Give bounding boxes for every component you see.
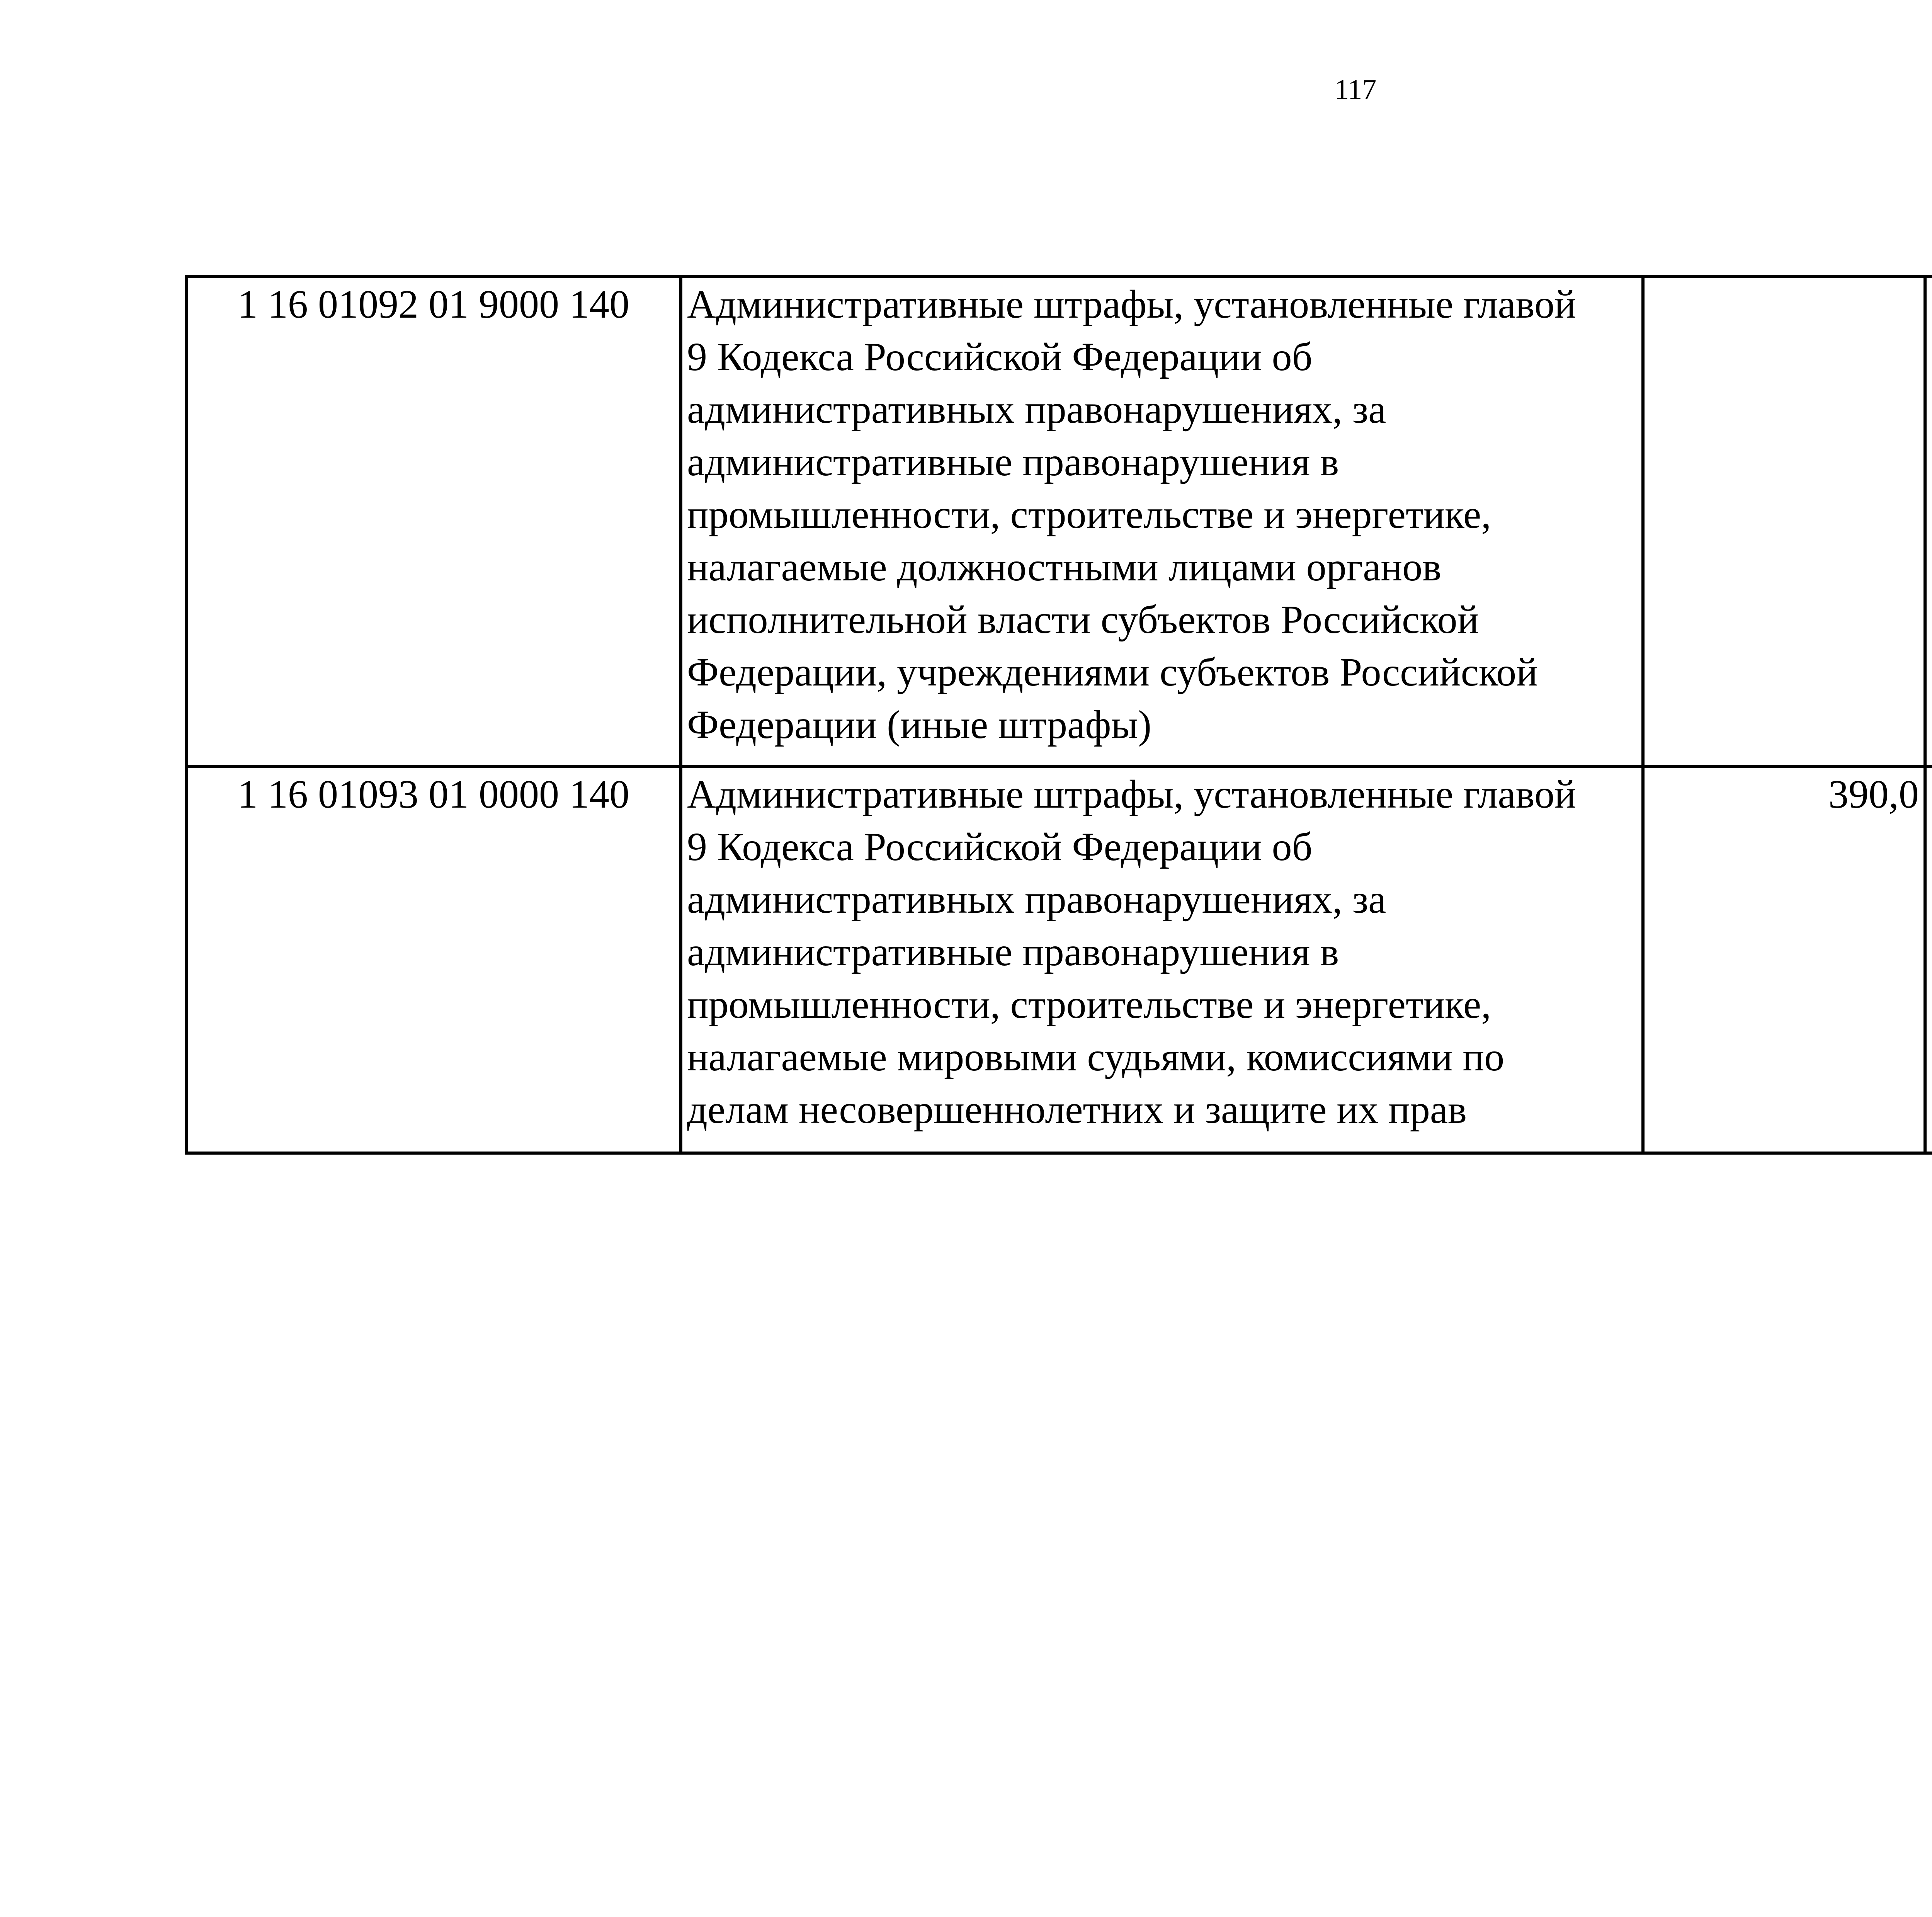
description-line: исполнительной власти субъектов Российской [687,597,1479,642]
description-line: налагаемые мировыми судьями, комиссиями по [687,1035,1505,1079]
amount-cell-2 [1925,767,1932,1153]
description-line: административных правонарушениях, за [687,877,1386,922]
description-line: промышленности, строительстве и энергетике, [687,982,1492,1027]
description-line: 9 Кодекса Российской Федерации об [687,825,1313,869]
amount-cell-1: 390,0 [1643,767,1925,1153]
description-line: делам несовершеннолетних и защите их прав [687,1087,1467,1132]
revenue-table [185,275,1932,1155]
revenue-code-cell: 1 16 01092 01 9000 140 [186,277,681,767]
page-number: 117 [1334,74,1377,105]
description-line: административные правонарушения в [687,440,1339,484]
description-line: административных правонарушениях, за [687,387,1386,432]
amount-cell-2 [1925,277,1932,767]
revenue-code-cell: 1 16 01093 01 0000 140 [186,767,681,1153]
amount-cell-1 [1643,277,1925,767]
table-row [186,767,1932,1153]
description-line: промышленности, строительстве и энергетике, [687,492,1492,537]
description-line: административные правонарушения в [687,930,1339,974]
description-cell [681,277,1643,767]
description-line: Федерации (иные штрафы) [687,703,1151,747]
description-line: 9 Кодекса Российской Федерации об [687,335,1313,379]
description-cell [681,767,1643,1153]
description-line: Административные штрафы, установленные главой [687,772,1576,816]
description-line: Федерации, учреждениями субъектов Российской [687,650,1538,694]
table-row [186,277,1932,767]
description-line: Административные штрафы, установленные главой [687,282,1576,327]
description-line: налагаемые должностными лицами органов [687,545,1442,589]
